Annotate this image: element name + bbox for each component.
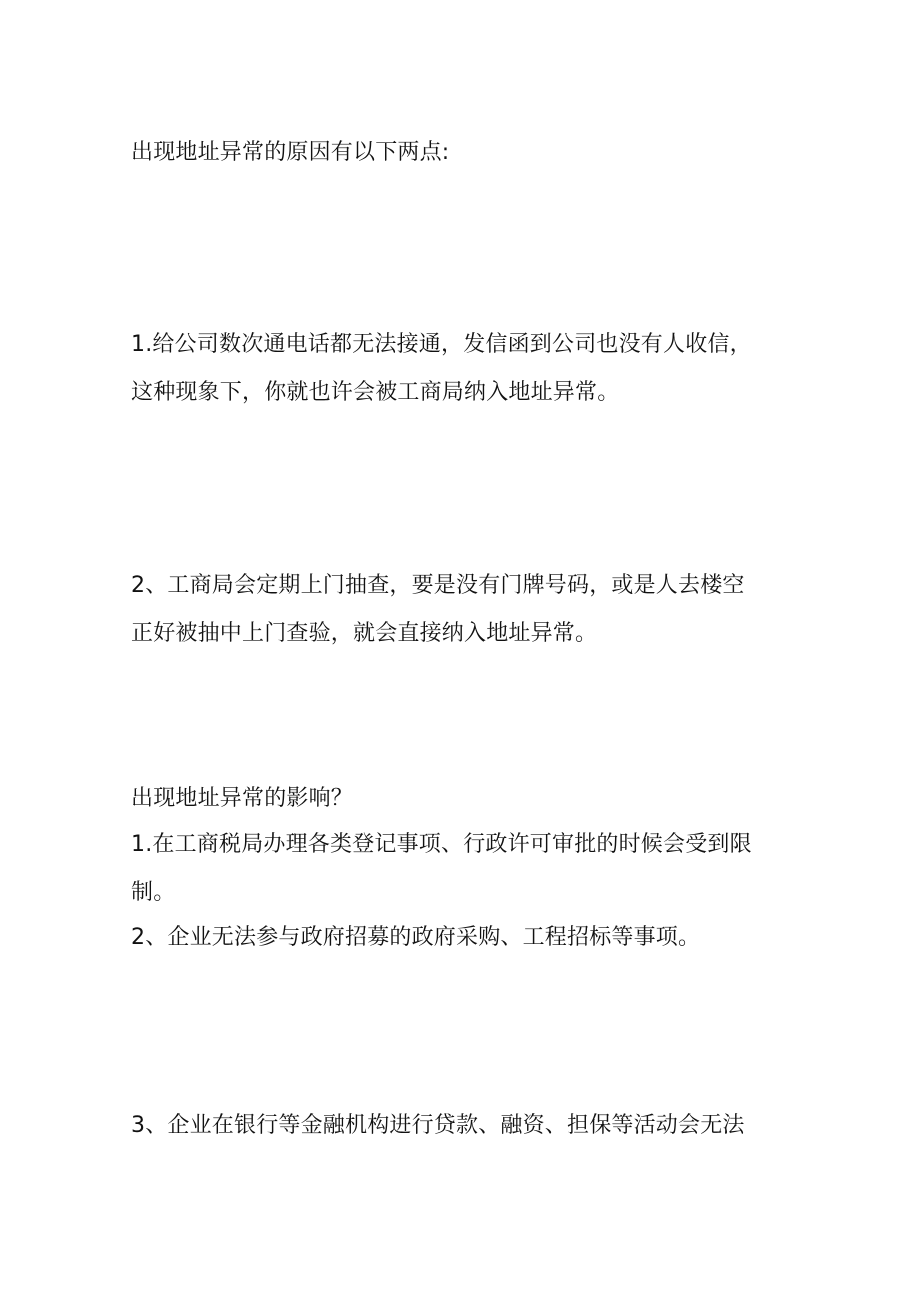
section-heading-reasons: 出现地址异常的原因有以下两点:	[131, 140, 450, 165]
section-heading-impacts: 出现地址异常的影响？	[131, 786, 354, 811]
impact-1-line-2: 制。	[131, 880, 176, 905]
reason-1-line-1: 1.给公司数次通电话都无法接通，发信函到公司也没有人收信，	[131, 332, 752, 357]
impact-1-line-1: 1.在工商税局办理各类登记事项、行政许可审批的时候会受到限	[131, 832, 752, 857]
reason-2-line-1: 2、工商局会定期上门抽查，要是没有门牌号码，或是人去楼空	[131, 573, 745, 598]
impact-2-line-1: 2、企业无法参与政府招募的政府采购、工程招标等事项。	[131, 925, 701, 950]
impact-3-line-1: 3、企业在银行等金融机构进行贷款、融资、担保等活动会无法	[131, 1113, 745, 1138]
reason-2-line-2: 正好被抽中上门查验，就会直接纳入地址异常。	[131, 621, 598, 646]
reason-1-line-2: 这种现象下，你就也许会被工商局纳入地址异常。	[131, 380, 620, 405]
